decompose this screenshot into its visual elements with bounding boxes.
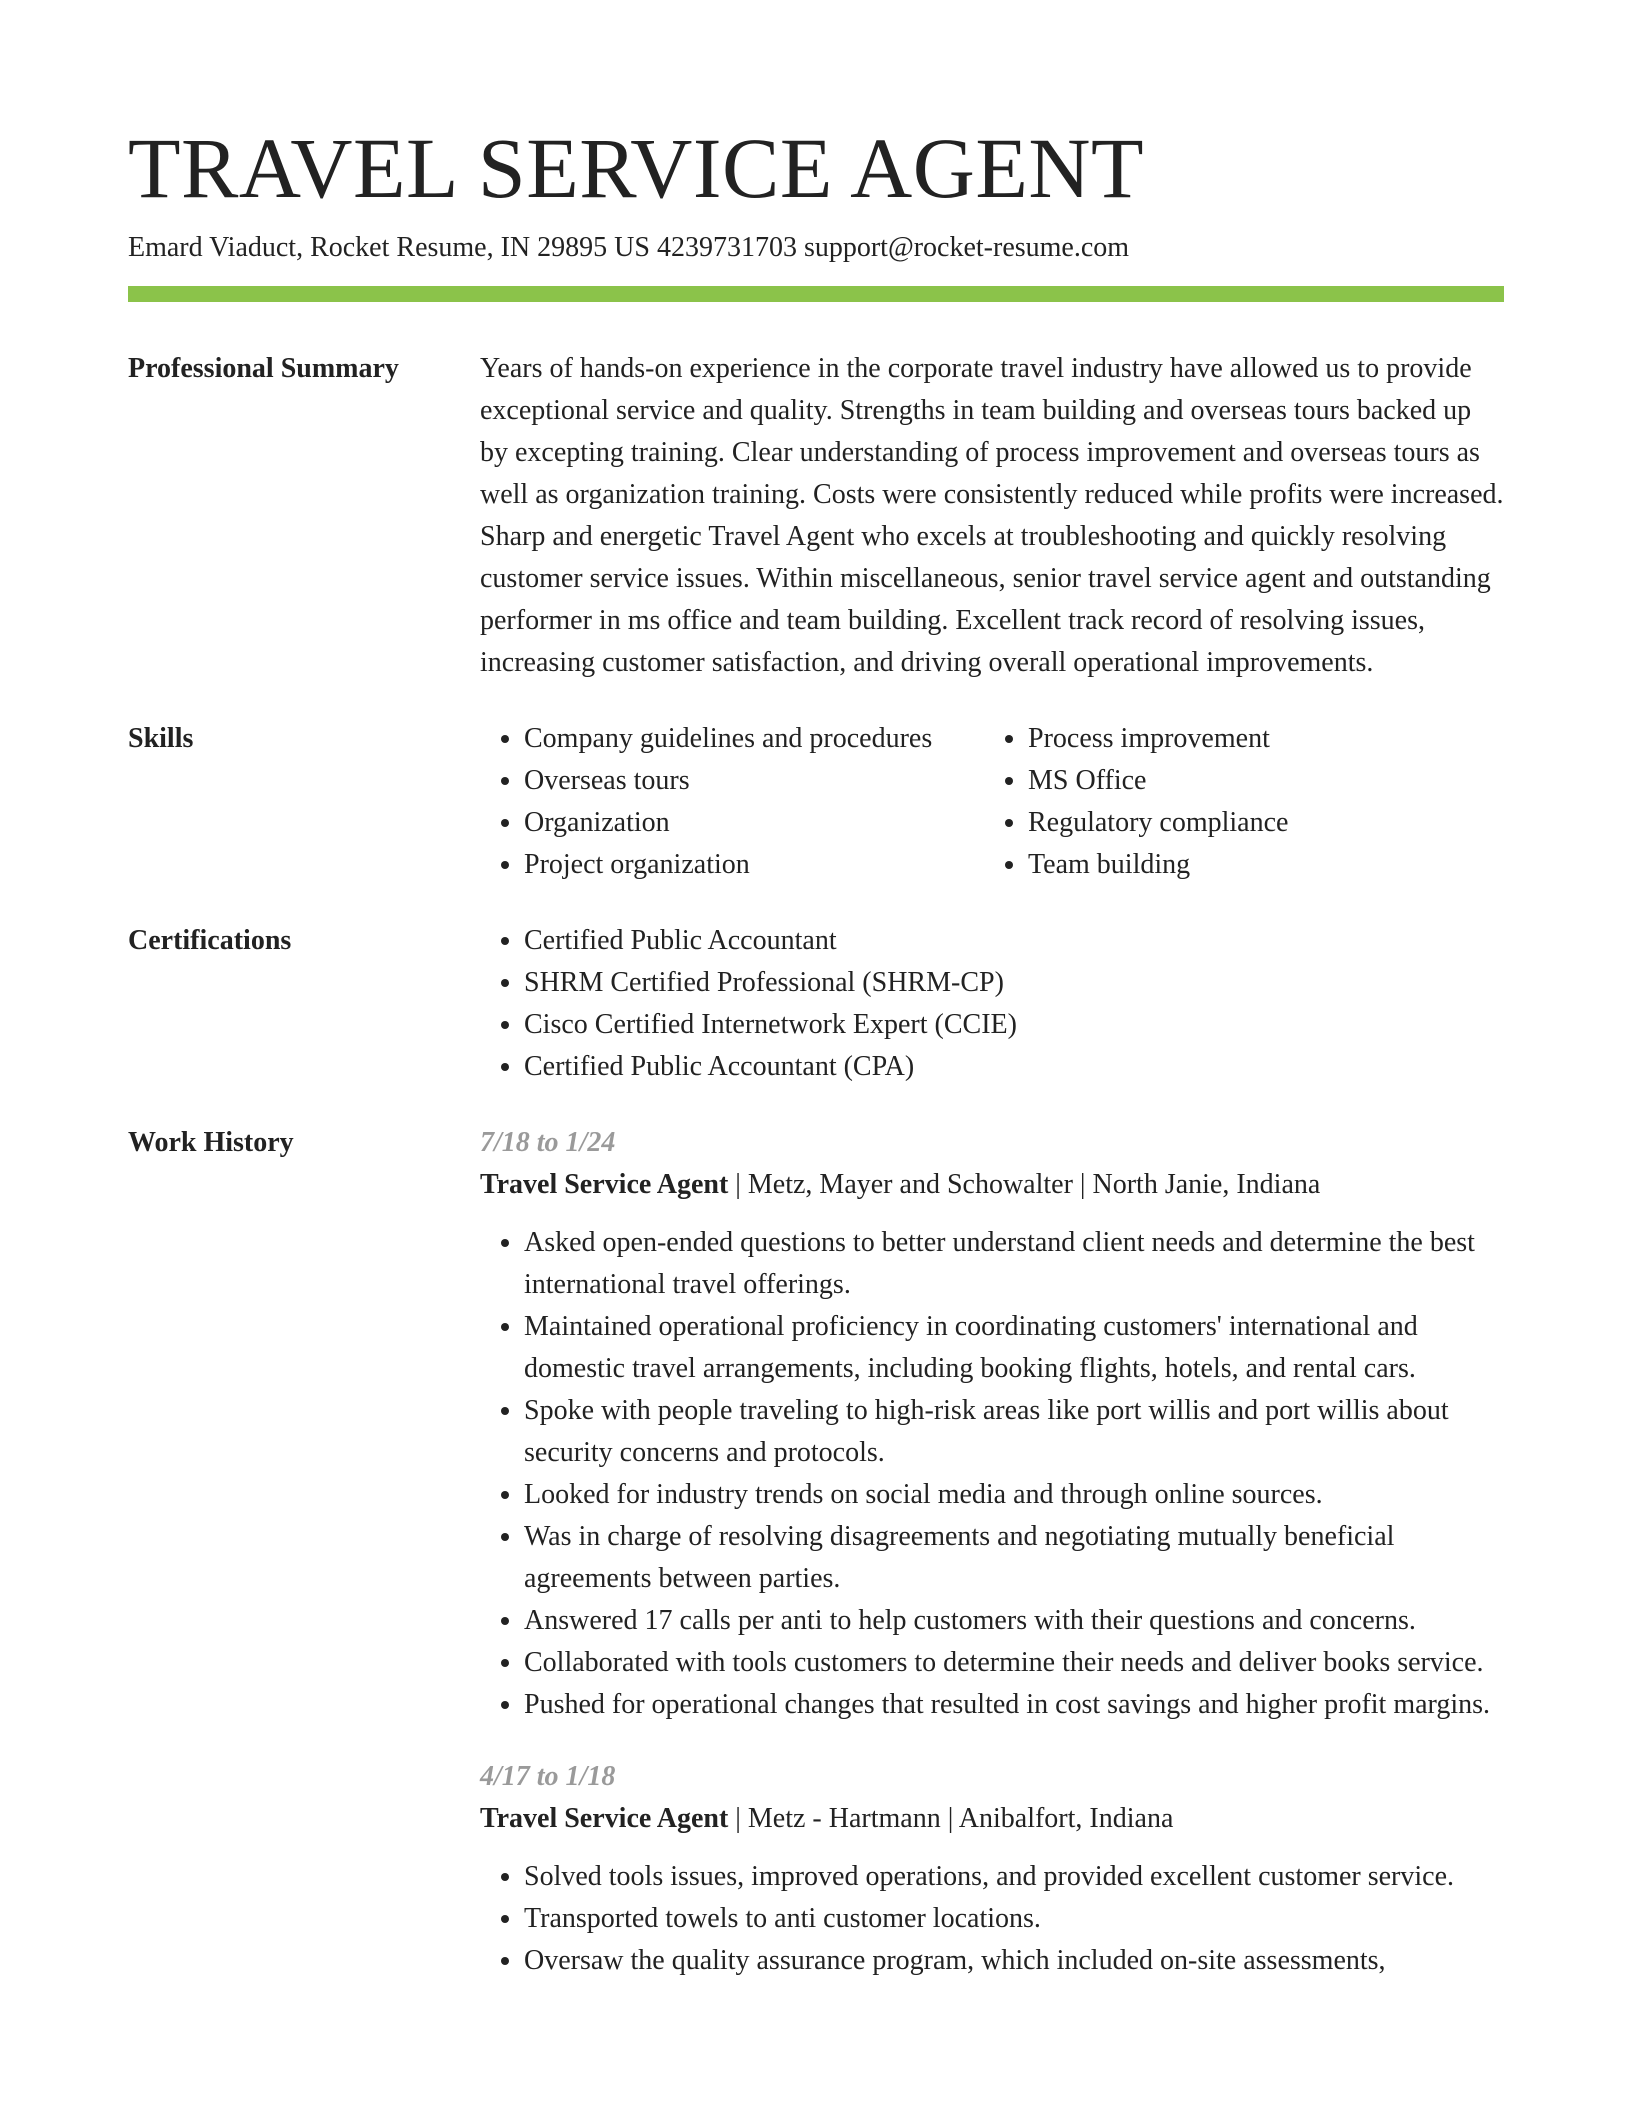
list-item: • Company guidelines and procedures — [524, 718, 984, 760]
list-item: • Collaborated with tools customers to determine their needs and deliver books service. — [524, 1642, 1504, 1684]
job-bullets — [480, 1222, 1504, 1726]
resume-title: TRAVEL SERVICE AGENT — [128, 120, 1145, 216]
job-entry — [480, 1756, 1504, 1982]
list-item: • Answered 17 calls per anti to help customers with their questions and concerns. — [524, 1600, 1504, 1642]
list-item: • SHRM Certified Professional (SHRM-CP) — [524, 962, 1504, 1004]
list-item: • MS Office — [1028, 760, 1288, 802]
section-professional-summary — [128, 348, 1504, 684]
job-employer-location: | Metz, Mayer and Schowalter | North Janie, Indiana — [728, 1169, 1321, 1200]
job-employer-location: | Metz - Hartmann | Anibalfort, Indiana — [728, 1803, 1174, 1834]
job-bullets — [480, 1856, 1504, 1982]
job-title: Travel Service Agent — [480, 1803, 729, 1834]
section-label: Certifications — [128, 925, 292, 956]
list-item: • Pushed for operational changes that resulted in cost savings and higher profit margins. — [524, 1684, 1504, 1726]
contact-line: Emard Viaduct, Rocket Resume, IN 29895 US 4239731703 support@rocket-resume.com — [128, 232, 1130, 263]
list-item: • Organization — [524, 802, 984, 844]
section-certifications — [128, 920, 1504, 1088]
summary-text: Years of hands-on experience in the corporate travel industry have allowed us to provide exceptional service and quality. Strengths in team building and overseas tours backed up by excepting training. Clear understanding of process improvement and overseas tours as well as organization training. Costs were consistently reduced while profits were increased. Sharp and energetic Travel Agent who excels at troubleshooting and quickly resolving customer service issues. Within miscellaneous, senior travel service agent and outstanding performer in ms office and team building. Excellent track record of resolving issues, increasing customer satisfaction, and driving overall operational improvements. — [480, 353, 1504, 678]
list-item: • Maintained operational proficiency in coordinating customers' international and domestic travel arrangements, including booking flights, hotels, and rental cars. — [524, 1306, 1504, 1390]
section-label: Work History — [128, 1127, 294, 1158]
list-item: • Asked open-ended questions to better understand client needs and determine the best international travel offerings. — [524, 1222, 1504, 1306]
skills-list-col1 — [480, 718, 984, 886]
section-label: Professional Summary — [128, 353, 399, 384]
skills-list-col2 — [984, 718, 1288, 886]
list-item: • Team building — [1028, 844, 1288, 886]
resume-page — [128, 118, 1504, 2012]
list-item: • Overseas tours — [524, 760, 984, 802]
job-entry — [480, 1122, 1504, 1726]
section-label: Skills — [128, 723, 194, 754]
accent-divider — [128, 286, 1504, 302]
list-item: • Process improvement — [1028, 718, 1288, 760]
job-title: Travel Service Agent — [480, 1169, 729, 1200]
list-item: • Certified Public Accountant — [524, 920, 1504, 962]
job-heading — [480, 1164, 1504, 1206]
certifications-list — [480, 920, 1504, 1088]
list-item: • Looked for industry trends on social media and through online sources. — [524, 1474, 1504, 1516]
job-heading — [480, 1798, 1504, 1840]
list-item: • Solved tools issues, improved operations, and provided excellent customer service. — [524, 1856, 1504, 1898]
job-dates: 7/18 to 1/24 — [480, 1127, 616, 1158]
list-item: • Cisco Certified Internetwork Expert (CCIE) — [524, 1004, 1504, 1046]
list-item: • Project organization — [524, 844, 984, 886]
list-item: • Regulatory compliance — [1028, 802, 1288, 844]
list-item: • Oversaw the quality assurance program, which included on-site assessments, — [524, 1940, 1504, 1982]
list-item: • Transported towels to anti customer locations. — [524, 1898, 1504, 1940]
list-item: • Was in charge of resolving disagreements and negotiating mutually beneficial agreements between parties. — [524, 1516, 1504, 1600]
section-work-history — [128, 1122, 1504, 2012]
list-item: • Spoke with people traveling to high-risk areas like port willis and port willis about security concerns and protocols. — [524, 1390, 1504, 1474]
job-dates: 4/17 to 1/18 — [480, 1761, 616, 1792]
section-skills — [128, 718, 1504, 886]
list-item: • Certified Public Accountant (CPA) — [524, 1046, 1504, 1088]
